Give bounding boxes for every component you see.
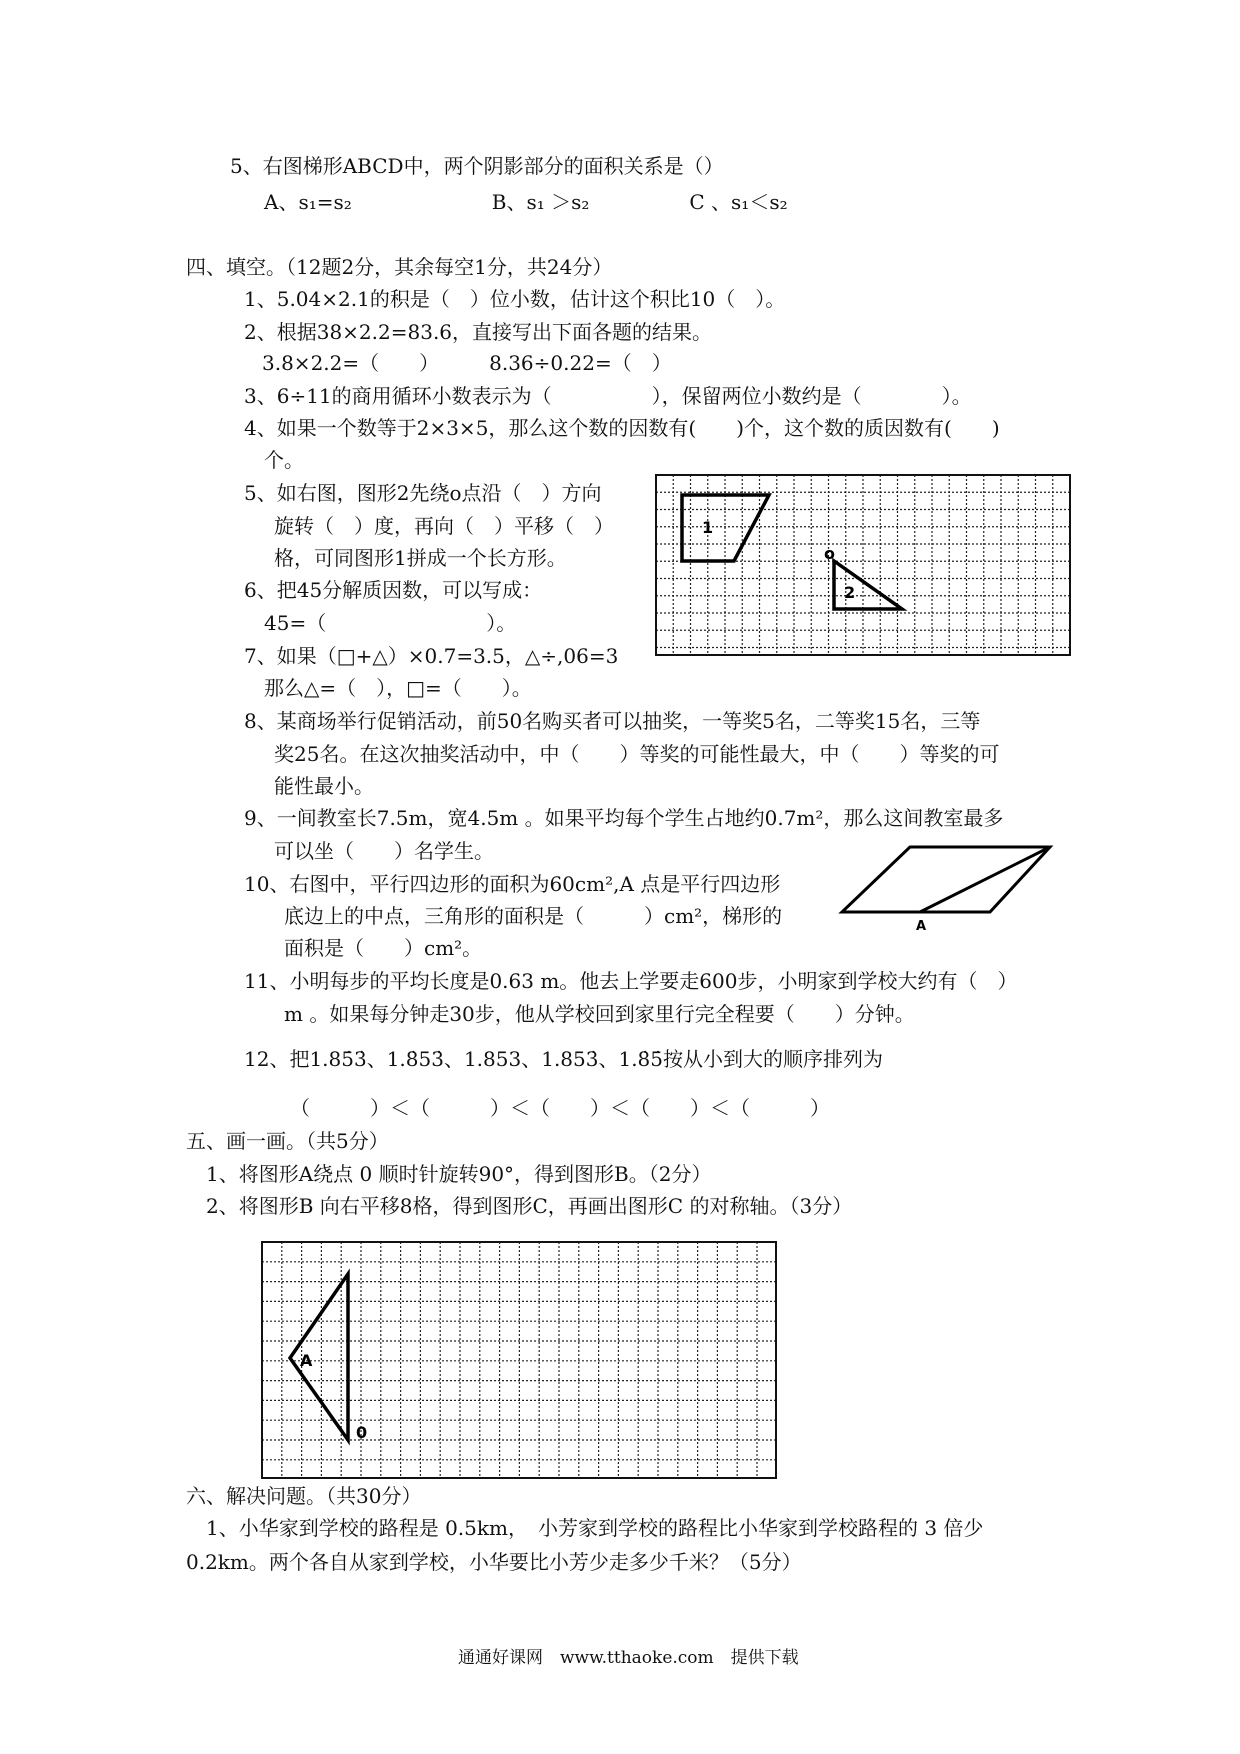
s4-line-20: 底边上的中点，三角形的面积是（ ）cm²，梯形的 [284, 904, 783, 928]
s6-line-2: 0.2km。两个各自从家到学校，小华要比小芳少走多少千米？（5分） [186, 1550, 802, 1574]
section6-title: 六、解决问题。（共30分） [186, 1484, 422, 1508]
shape-2-label: 2 [844, 583, 856, 602]
point-o-label: o [824, 544, 835, 563]
s4-line-18: 可以坐（ ）名学生。 [274, 839, 494, 863]
s4-line-24: 12、把1.85̇3̇、1.8̇53̇、1.853、1.853̇、1.8̇5̇按从小到大的顺序排列为 [244, 1047, 884, 1071]
s5-line-1: 1、将图形A绕点 0 顺时针旋转90°，得到图形B。（2分） [206, 1162, 712, 1186]
s4-line-17: 9、一间教室长7.5m，宽4.5m 。如果平均每个学生占地约0.7m²，那么这间教室最多 [244, 806, 1004, 830]
footer-credit: 通通好课网 www.tthaoke.com 提供下载 [458, 1648, 799, 1668]
point-a-label: A [916, 919, 927, 934]
rotation-figure [654, 473, 1074, 658]
s4-line-7: 5、如右图，图形2先绕o点沿（ ）方向 [244, 481, 602, 505]
s4-line-8: 旋转（ ）度，再向（ ）平移（ ） [274, 514, 614, 538]
s4-line-5: 4、如果一个数等于2×3×5，那么这个数的因数有( )个，这个数的质因数有( ) [244, 416, 1000, 440]
s4-line-22: 11、小明每步的平均长度是0.63 m。他去上学要走600步，小明家到学校大约有（ ） [244, 969, 1018, 993]
s4-line-15: 奖25名。在这次抽奖活动中，中（ ）等奖的可能性最大，中（ ）等奖的可 [274, 742, 1000, 766]
s4-line-14: 8、某商场举行促销活动，前50名购买者可以抽奖，一等奖5名，二等奖15名，三等 [244, 709, 981, 733]
s4-line-19: 10、右图中，平行四边形的面积为60cm²,A 点是平行四边形 [244, 872, 781, 896]
s4-line-16: 能性最小。 [274, 774, 374, 798]
drawing-grid [260, 1240, 780, 1485]
section4-title: 四、填空。（12题2分，其余每空1分，共24分） [186, 255, 613, 279]
s4-line-25: （ ）＜（ ）＜（ ）＜（ ）＜（ ） [290, 1096, 830, 1120]
s4-line-9: 格，可同图形1拼成一个长方形。 [274, 546, 567, 570]
point-0-label: 0 [356, 1423, 368, 1442]
triangle-edge [920, 847, 1050, 912]
q5-options: A、s₁=s₂ B、s₁ ＞s₂ C 、s₁＜s₂ [264, 190, 788, 214]
s4-line-1: 1、5.04×2.1的积是（ ）位小数，估计这个积比10（ ）。 [244, 287, 786, 311]
s6-line-1: 1、小华家到学校的路程是 0.5km， 小芳家到学校的路程比小华家到学校路程的 3 倍少 [206, 1516, 984, 1540]
s4-line-12: 7、如果（□+△）×0.7=3.5，△÷,06=3 [244, 644, 619, 668]
parallelogram [842, 847, 1050, 912]
s4-line-11: 45=（ ）。 [264, 611, 517, 635]
s4-line-23: m 。如果每分钟走30步，他从学校回到家里行完全程要（ ）分钟。 [284, 1002, 915, 1026]
section5-title: 五、画一画。（共5分） [186, 1129, 389, 1153]
s4-line-4: 3、6÷11的商用循环小数表示为（ ），保留两位小数约是（ ）。 [244, 384, 972, 408]
s4-line-6: 个。 [264, 448, 304, 472]
s5-line-2: 2、将图形B 向右平移8格，得到图形C，再画出图形C 的对称轴。（3分） [206, 1194, 853, 1218]
s4-line-10: 6、把45分解质因数，可以写成： [244, 578, 543, 602]
s4-line-3: 3.8×2.2=（ ） 8.36÷0.22=（ ） [262, 351, 672, 375]
s4-line-13: 那么△=（ ），□=（ ）。 [264, 676, 532, 700]
parallelogram-figure [840, 845, 1070, 935]
shape-1-label: 1 [702, 518, 714, 537]
q5-stem: 5、右图梯形ABCD中，两个阴影部分的面积关系是（） [230, 154, 724, 178]
s4-line-2: 2、根据38×2.2=83.6，直接写出下面各题的结果。 [244, 320, 713, 344]
shape-a [290, 1274, 348, 1440]
shape-a-label: A [300, 1351, 313, 1370]
s4-line-21: 面积是（ ）cm²。 [284, 936, 483, 960]
